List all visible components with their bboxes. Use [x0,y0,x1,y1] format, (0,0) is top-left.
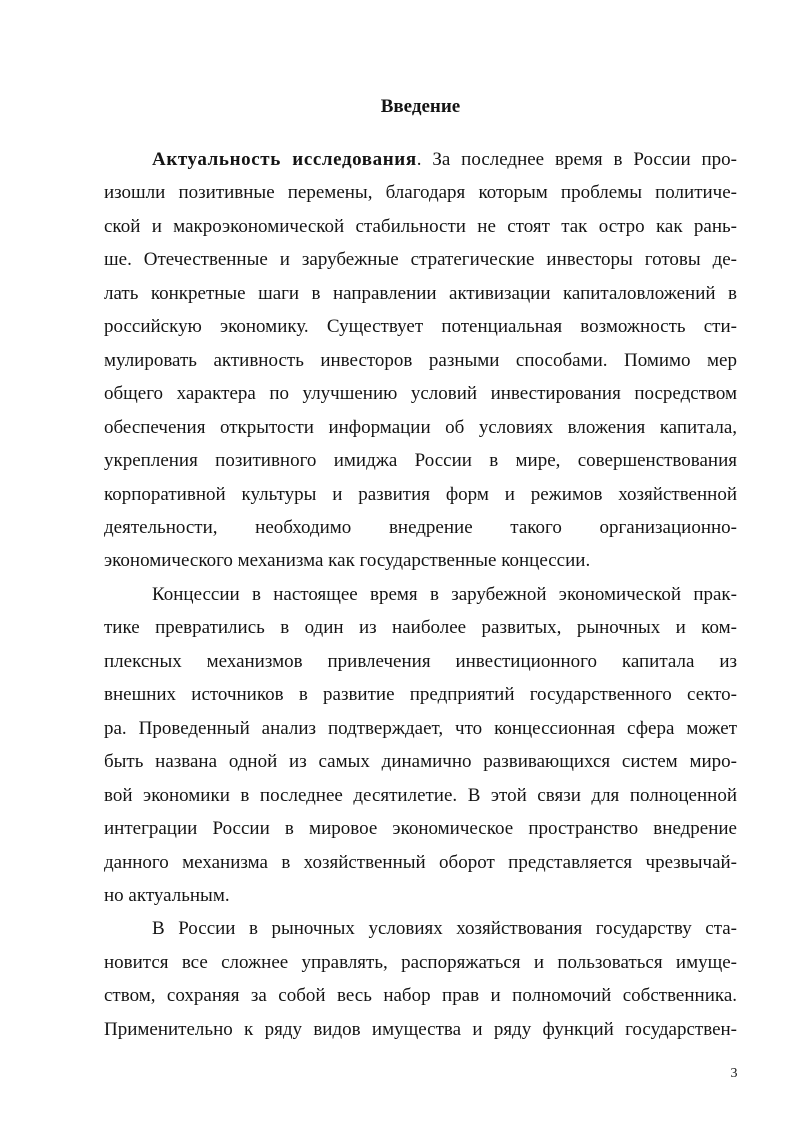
page-title: Введение [380,96,461,117]
text-line: интеграции России в мировое экономическое пространство внедрение [104,818,737,840]
text-line: плексных механизмов привлечения инвестиционного капитала из [104,650,737,672]
text-line: В России в рыночных условиях хозяйствования государству ста- [152,918,737,940]
text-line: ра. Проведенный анализ подтверждает, что концессионная сфера может [104,717,737,739]
text-line: корпоративной культуры и развития форм и режимов хозяйственной [104,483,737,505]
text-line: ством, сохраняя за собой весь набор прав и полномочий собственника. [104,985,737,1007]
text-line: внешних источников в развитие предприятий государственного секто- [104,684,737,706]
text-line: укрепления позитивного имиджа России в мире, совершенствования [104,450,737,472]
lead-term: Актуальность исследования [152,149,417,170]
text-line: обеспечения открытости информации об условиях вложения капитала, [104,416,737,438]
text-line: деятельности, необходимо внедрение такого организационно- [104,516,737,538]
text-line: данного механизма в хозяйственный оборот представляется чрезвычай- [104,851,737,873]
page-number: 3 [730,1066,738,1081]
text-line: Концессии в настоящее время в зарубежной экономической прак- [152,583,737,605]
text-line: изошли позитивные перемены, благодаря которым проблемы политиче- [104,182,737,204]
text-line: лать конкретные шаги в направлении активизации капиталовложений в [104,282,737,304]
text-line: новится все сложнее управлять, распоряжаться и пользоваться имуще- [104,951,737,973]
text-line: но актуальным. [104,884,230,906]
text-line: мулировать активность инвесторов разными способами. Помимо мер [104,349,737,371]
text-line: экономического механизма как государственные концессии. [104,550,591,572]
text-line: ше. Отечественные и зарубежные стратегические инвесторы готовы де- [104,249,737,271]
paragraph [104,578,737,913]
text-line-rest: . За последнее время в России про- [416,149,737,170]
text-line: вой экономики в последнее десятилетие. В этой связи для полноценной [104,784,737,806]
text-line: тике превратились в один из наиболее развитых, рыночных и ком- [104,617,737,639]
paragraph [104,143,737,578]
text-line [104,143,737,176]
text-line: общего характера по улучшению условий инвестирования посредством [104,383,737,405]
paragraph [104,912,737,1046]
text-line: Применительно к ряду видов имущества и ряду функций государствен- [104,1018,737,1040]
text-line: ской и макроэкономической стабильности не стоят так остро как рань- [104,215,737,237]
document-body [104,143,737,1046]
text-line: российскую экономику. Существует потенциальная возможность сти- [104,316,737,338]
text-line: быть названа одной из самых динамично развивающихся систем миро- [104,751,737,773]
